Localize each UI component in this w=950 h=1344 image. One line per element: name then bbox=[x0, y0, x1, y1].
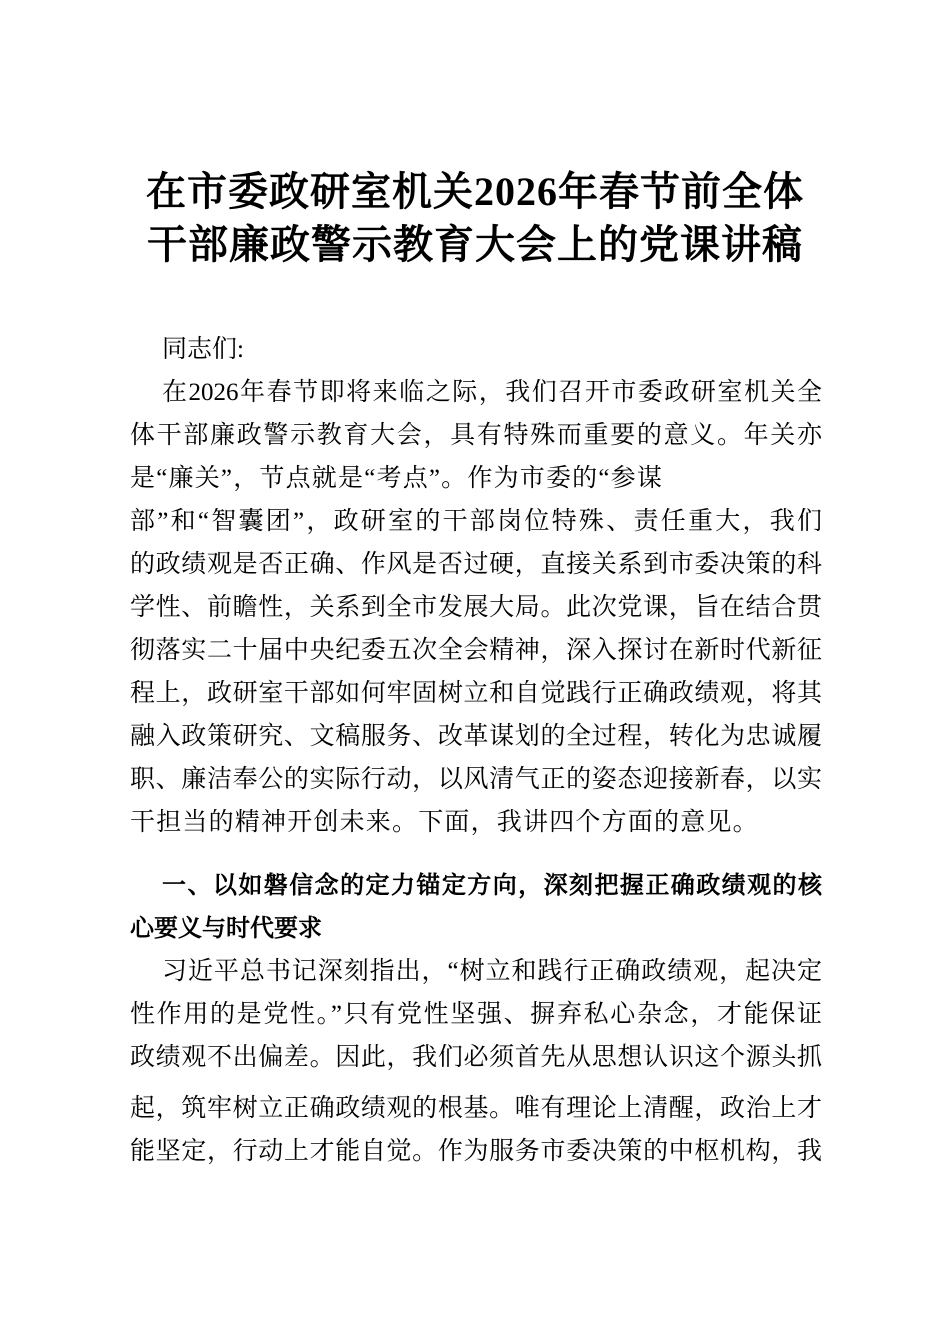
paragraph-line: 起，筑牢树立正确政绩观的根基。唯有理论上清醒，政治上才 bbox=[130, 1095, 822, 1122]
paragraph-line: 学性、前瞻性，关系到全市发展大局。此次党课，旨在结合贯 bbox=[130, 594, 822, 621]
paragraph-line: 彻落实二十届中央纪委五次全会精神，深入探讨在新时代新征 bbox=[130, 637, 822, 664]
document-title-line-2: 干部廉政警示教育大会上的党课讲稿 bbox=[147, 222, 803, 267]
paragraph-line: 政绩观不出偏差。因此，我们必须首先从思想认识这个源头抓 bbox=[130, 1044, 822, 1071]
paragraph-line: 干担当的精神开创未来。下面，我讲四个方面的意见。 bbox=[130, 809, 759, 836]
section-heading: 心要义与时代要求 bbox=[130, 914, 322, 942]
document-title-line-1: 在市委政研室机关2026年春节前全体 bbox=[146, 169, 804, 214]
paragraph-line: 融入政策研究、文稿服务、改革谋划的全过程，转化为忠诚履 bbox=[130, 723, 822, 750]
paragraph-line: 是“廉关”，节点就是“考点”。作为市委的“参谋 bbox=[130, 465, 664, 492]
paragraph-line: 习近平总书记深刻指出，“树立和践行正确政绩观，起决定 bbox=[162, 958, 822, 985]
salutation: 同志们: bbox=[162, 336, 244, 363]
paragraph-line: 性作用的是党性。”只有党性坚强、摒弃私心杂念，才能保证 bbox=[130, 1001, 822, 1028]
paragraph-line: 程上，政研室干部如何牢固树立和自觉践行正确政绩观，将其 bbox=[130, 680, 822, 707]
paragraph-line: 部”和“智囊团”，政研室的干部岗位特殊、责任重大，我们 bbox=[130, 508, 822, 535]
paragraph-line: 职、廉洁奉公的实际行动，以风清气正的姿态迎接新春，以实 bbox=[130, 766, 822, 793]
paragraph-line: 能坚定，行动上才能自觉。作为服务市委决策的中枢机构，我 bbox=[130, 1138, 822, 1165]
paragraph-line: 体干部廉政警示教育大会，具有特殊而重要的意义。年关亦 bbox=[130, 422, 822, 449]
section-heading: 一、以如磐信念的定力锚定方向，深刻把握正确政绩观的核 bbox=[162, 871, 822, 899]
paragraph-line: 的政绩观是否正确、作风是否过硬，直接关系到市委决策的科 bbox=[130, 551, 822, 578]
paragraph-line: 在2026年春节即将来临之际，我们召开市委政研室机关全 bbox=[162, 379, 822, 406]
